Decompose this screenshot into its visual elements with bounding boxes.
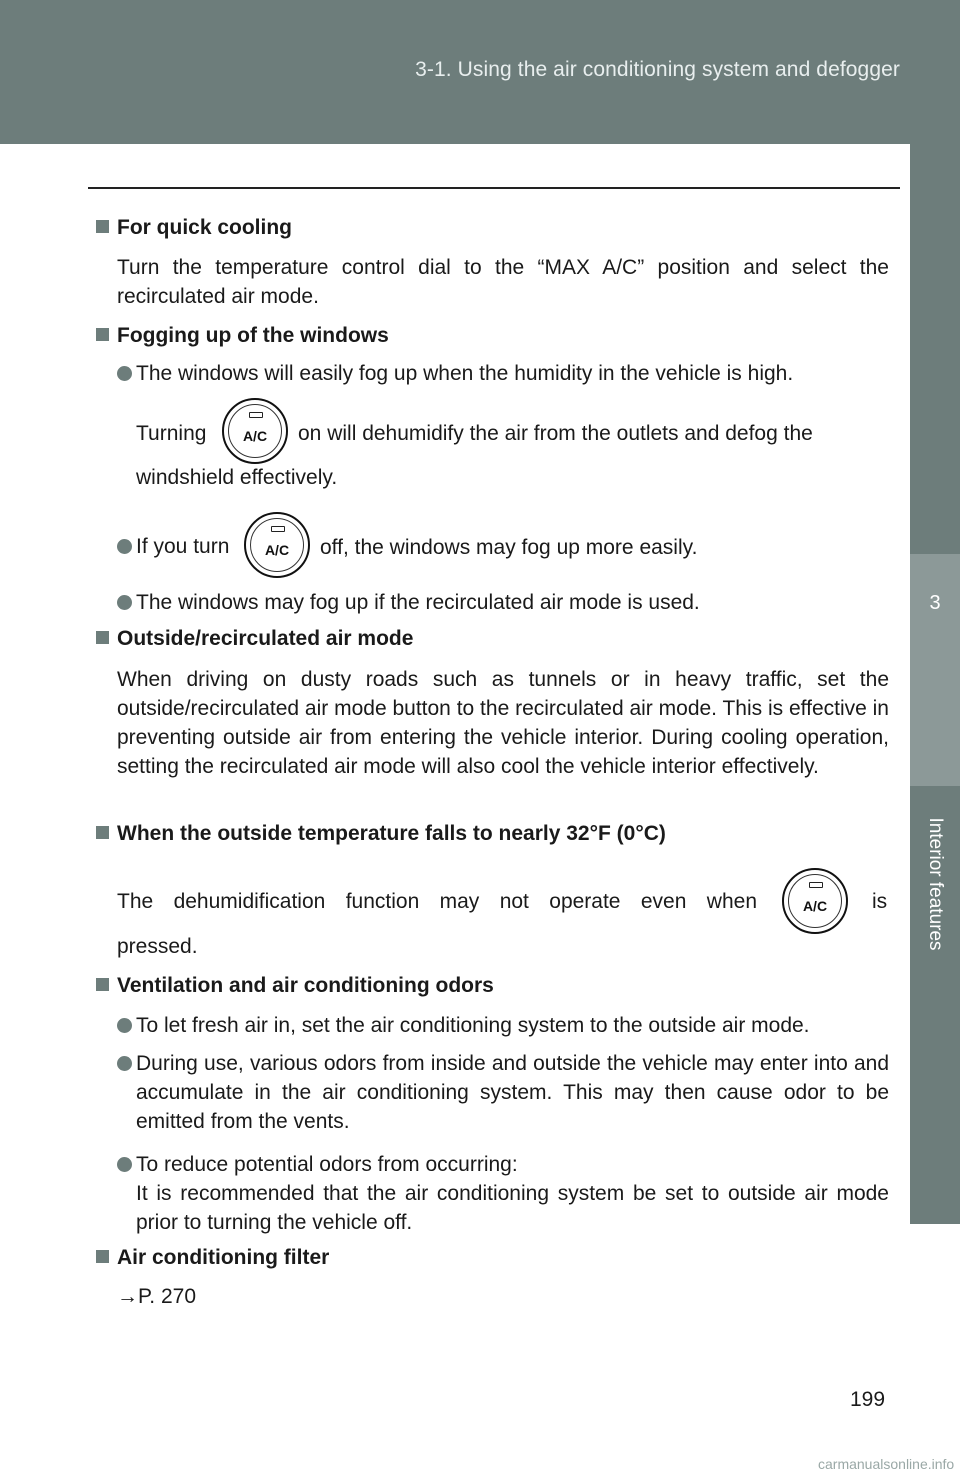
fogging-bullet-1: The windows will easily fog up when the humidity in the vehicle is high.: [117, 359, 889, 389]
section-title-filter: Air conditioning filter: [96, 1246, 329, 1270]
section-title-odors: Ventilation and air conditioning odors: [96, 974, 494, 998]
fogging-dehumidify-text: on will dehumidify the air from the outlets and defog the: [298, 422, 813, 445]
fogging-bullet-2: If you turn: [117, 532, 889, 562]
chapter-number: 3: [929, 592, 941, 614]
top-rule: [88, 187, 900, 189]
section-title-outside-air: Outside/recirculated air mode: [96, 627, 413, 651]
odors-bullet-3: [117, 1150, 889, 1240]
outside-air-text: When driving on dusty roads such as tunnels or in heavy traffic, set the outside/recirculated air mode button to the recirculated air mode. This is effective in preventing outside air from entering the vehicle interior. During cooling operation, setting the recirculated air mode will also cool the vehicle interior effectively.: [117, 668, 889, 778]
page-number: 199: [850, 1388, 886, 1411]
round-bullet-icon: [117, 539, 132, 554]
square-bullet-icon: [96, 978, 109, 991]
outside-temp-is-text: is: [872, 890, 888, 913]
fogging-turn-off-text: off, the windows may fog up more easily.: [320, 536, 698, 559]
quick-cooling-text: Turn the temperature control dial to the “MAX A/C” position and select the recirculated air mode.: [117, 256, 889, 308]
round-bullet-icon: [117, 595, 132, 610]
page-header: [0, 0, 960, 144]
chapter-label: Interior features: [925, 817, 946, 951]
outside-temp-text: The dehumidification function may not operate even when: [117, 890, 757, 913]
odors-bullet-3-line-1: To reduce potential odors from occurring:: [136, 1153, 518, 1176]
round-bullet-icon: [117, 366, 132, 381]
square-bullet-icon: [96, 328, 109, 341]
outside-temp-pressed-text: pressed.: [117, 935, 198, 958]
square-bullet-icon: [96, 631, 109, 644]
odors-bullet-1: To let fresh air in, set the air conditioning system to the outside air mode.: [117, 1011, 889, 1041]
odors-bullet-3-line-2: It is recommended that the air conditioning system be set to outside air mode prior to turning the vehicle off.: [136, 1182, 889, 1234]
ac-button-icon: A/C: [782, 868, 848, 934]
square-bullet-icon: [96, 826, 109, 839]
ac-button-icon: A/C: [222, 398, 288, 464]
filter-page-reference[interactable]: →P. 270: [117, 1285, 197, 1308]
fogging-windshield-text: windshield effectively.: [136, 466, 338, 489]
ac-button-icon: A/C: [244, 512, 310, 578]
breadcrumb: 3-1. Using the air conditioning system and defogger: [415, 58, 900, 81]
chapter-side-tab: [910, 144, 960, 1224]
odors-bullet-2: During use, various odors from inside and outside the vehicle may enter into and accumulate in the air conditioning system. This may then cause odor to be emitted from the vents.: [117, 1049, 889, 1139]
section-title-fogging: Fogging up of the windows: [96, 324, 389, 348]
chapter-tab-highlight: [910, 554, 960, 786]
fogging-turning-text: Turning: [136, 422, 207, 445]
section-title-quick-cooling: For quick cooling: [96, 216, 292, 240]
section-title-outside-temp: When the outside temperature falls to nearly 32°F (0°C): [96, 822, 666, 846]
watermark: carmanualsonline.info: [818, 1456, 955, 1472]
square-bullet-icon: [96, 1250, 109, 1263]
square-bullet-icon: [96, 220, 109, 233]
round-bullet-icon: [117, 1056, 132, 1071]
round-bullet-icon: [117, 1018, 132, 1033]
fogging-bullet-3: The windows may fog up if the recirculated air mode is used.: [117, 588, 889, 618]
round-bullet-icon: [117, 1157, 132, 1172]
